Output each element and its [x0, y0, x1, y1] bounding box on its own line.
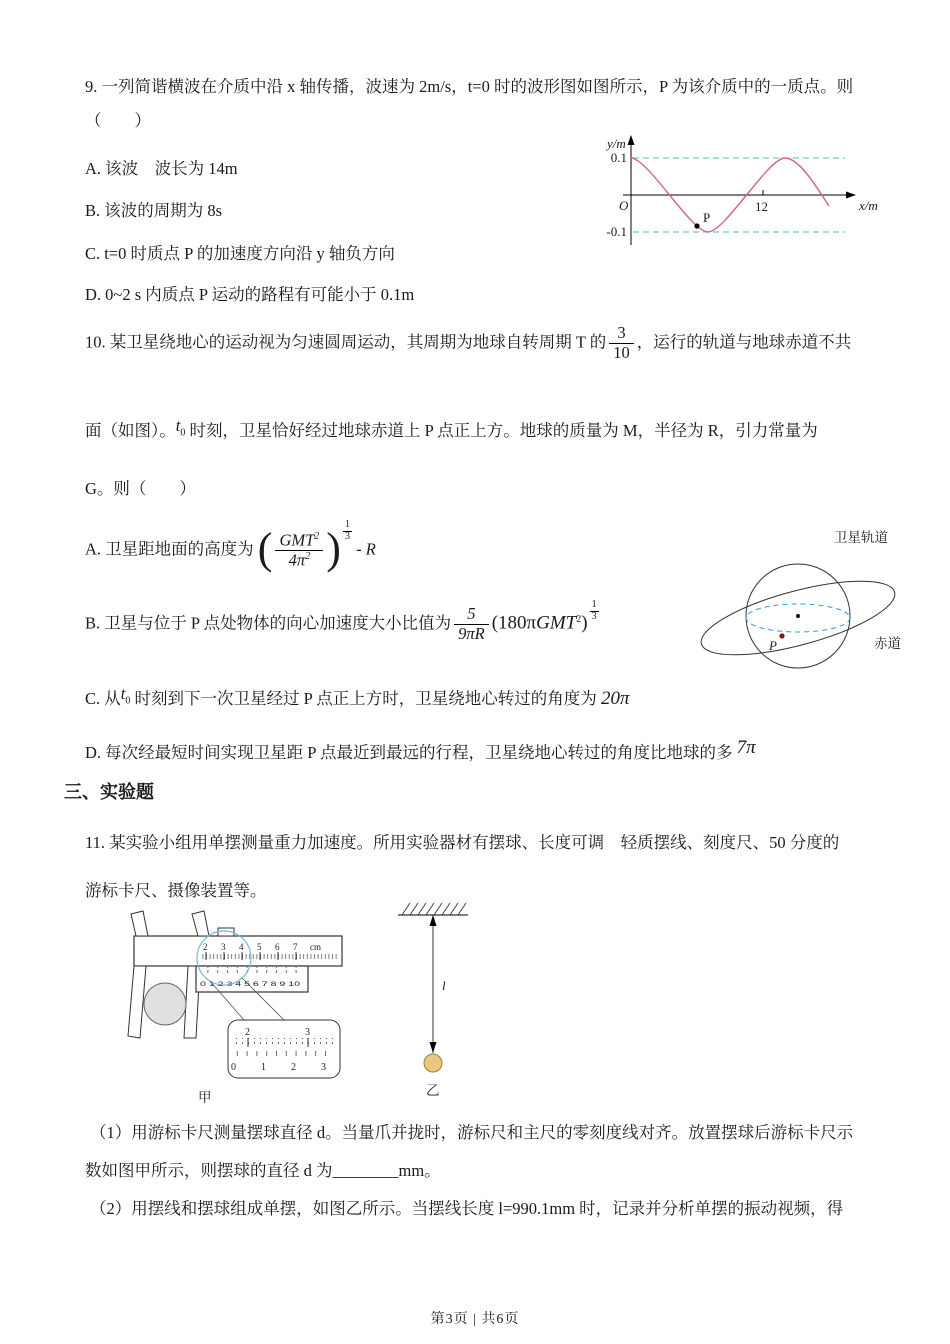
q9-option-d: D. 0~2 s 内质点 P 运动的路程有可能小于 0.1m: [85, 285, 415, 304]
q9-option-a: A. 该波 波长为 14m: [85, 159, 238, 178]
inset-main-ticks: [232, 1038, 334, 1044]
inset-vernier-num-1: 1: [261, 1062, 266, 1073]
q10-option-c-value: 20π: [600, 688, 630, 709]
vernier-scale-numbers: 0 1 2 3 4 5 6 7 8 9 10: [200, 981, 301, 988]
inset-vernier-num-0: 0: [231, 1062, 236, 1073]
q10-option-b: [85, 600, 599, 644]
wave-graph-figure: [583, 133, 893, 256]
t0-symbol-c: $t_0$: [120, 684, 131, 707]
q10-option-b-text: B. 卫星与位于 P 点处物体的向心加速度大小比值为: [85, 613, 452, 633]
vernier-caliper-diagram: [80, 898, 352, 1110]
inset-vernier-num-2: 2: [291, 1062, 296, 1073]
ceiling-hatching: [402, 903, 466, 915]
point-p-label: P: [769, 638, 777, 653]
y-axis-label: y/m: [607, 136, 626, 151]
y-axis-arrow: [628, 135, 635, 145]
t0-symbol: $t_0$: [175, 416, 186, 439]
q10-option-c-pre: C. 从: [85, 689, 121, 708]
main-scale-num-5: 5: [257, 942, 262, 952]
y-tick-top-label: 0.1: [610, 150, 627, 165]
main-scale-num-6: 6: [275, 942, 280, 952]
page-footer: 第3页 | 共6页: [430, 1312, 520, 1327]
q10-option-a-suffix: - R: [356, 539, 376, 559]
y-tick-bottom-label: -0.1: [606, 224, 627, 239]
expr-180pi: (180π: [491, 612, 537, 634]
satellite-orbit-figure: [698, 528, 910, 703]
q10-option-a-text: A. 卫星距地面的高度为: [85, 539, 254, 559]
q10-stem-line1: [85, 324, 851, 363]
q11-part1-line1: （1）用游标卡尺测量摆球直径 d。当量爪并拢时，游标尺和主尺的零刻度线对齐。放置摆球后游标卡尺示: [90, 1123, 854, 1142]
q11-part1-line2: 数如图甲所示，则摆球的直径 d 为________mm。: [85, 1161, 441, 1180]
q10-option-a: [85, 520, 376, 571]
length-label: l: [442, 978, 446, 993]
q10-option-d: [85, 737, 756, 766]
section-title: 三、实验题: [64, 782, 154, 802]
exponent-one-third-b: $\frac{1}{3}$: [591, 599, 597, 622]
q9-option-c: C. t=0 时质点 P 的加速度方向沿 y 轴负方向: [85, 244, 395, 263]
point-p-dot: [694, 223, 699, 228]
q10-stem-line3: G。则（ ）: [85, 479, 196, 498]
q10-option-c: [85, 686, 629, 713]
figure-yi-label: 乙: [426, 1083, 440, 1098]
pendulum-figure: [390, 895, 476, 1106]
fraction-5-9piR: $\frac{5}{9\pi R}$: [454, 605, 489, 644]
main-scale-unit: cm: [310, 942, 321, 952]
q11-part2: （2）用摆线和摆球组成单摆，如图乙所示。当摆线长度 l=990.1mm 时，记录并分析单摆的振动视频，得: [90, 1199, 844, 1218]
point-p-label: P: [703, 210, 711, 225]
fraction-3-10: $\frac{3}{10}$: [609, 324, 634, 363]
earth-center-dot: [796, 614, 800, 618]
main-scale-num-4: 4: [239, 942, 244, 952]
expr-close-paren: ): [581, 612, 588, 634]
orbit-ellipse: [698, 566, 902, 670]
open-paren: (: [257, 523, 273, 573]
wave-graph: [583, 133, 893, 251]
main-scale-num-7: 7: [293, 942, 298, 952]
q11-stem-line2: 游标卡尺、摄像装置等。: [85, 881, 267, 900]
main-scale-num-3: 3: [221, 942, 226, 952]
arrow-up: [430, 915, 437, 926]
q10-stem-line2: [85, 416, 818, 445]
figure-jia-label: 甲: [198, 1090, 212, 1105]
x-axis-arrow: [846, 192, 856, 199]
q10-stem-line2-post: 时刻，卫星恰好经过地球赤道上 P 点正上方。地球的质量为 M，半径为 R，引力常量为: [185, 421, 818, 440]
movable-upper-jaw: [192, 911, 209, 936]
equator-label: 赤道: [874, 636, 901, 651]
x-tick-12-label: 12: [755, 199, 768, 214]
satellite-orbit-diagram: [698, 528, 910, 698]
q10-option-c-mid: 时刻到下一次卫星经过 P 点正上方时，卫星绕地心转过的角度为: [130, 689, 597, 708]
q10-option-d-value: 7π: [736, 737, 756, 758]
inset-vernier-ticks: [234, 1051, 334, 1057]
pendulum-ball: [424, 1054, 442, 1072]
q11-stem-line1: 11. 某实验小组用单摆测量重力加速度。所用实验器材有摆球、长度可调 轻质摆线、刻度尺、50 分度的: [85, 833, 840, 852]
fraction-gmt2-4pi2: $\frac{GMT^2}{4\pi^2}$: [275, 531, 323, 571]
point-p-dot: [779, 633, 784, 638]
orbit-label: 卫星轨道: [834, 530, 888, 545]
origin-label: O: [619, 198, 629, 213]
x-axis-label: x/m: [859, 198, 878, 213]
fixed-upper-jaw: [131, 911, 148, 936]
arrow-down: [430, 1042, 437, 1053]
caliper-figure: [80, 898, 352, 1115]
fixed-lower-jaw: [128, 966, 146, 1038]
expr-gmt: GMT: [536, 612, 577, 634]
close-paren: ): [326, 523, 341, 573]
inset-main-num-2: 2: [245, 1027, 250, 1038]
pendulum-diagram: [390, 895, 476, 1101]
exponent-one-third: $\frac{1}{3}$: [344, 519, 350, 542]
expr-gmt-sup: 2: [576, 614, 582, 625]
q9-option-b: B. 该波的周期为 8s: [85, 201, 223, 220]
main-scale-ticks: [200, 954, 338, 960]
q10-stem-line1-post: ，运行的轨道与地球赤道不共: [636, 332, 852, 352]
q9-stem-line2: （ ）: [85, 111, 151, 130]
inset-main-num-3: 3: [305, 1027, 310, 1038]
pendulum-ball-measured: [144, 983, 186, 1025]
q10-stem-line1-pre: 10. 某卫星绕地心的运动视为匀速圆周运动，其周期为地球自转周期 T 的: [85, 332, 607, 352]
inset-vernier-num-3: 3: [321, 1062, 326, 1073]
q10-stem-line2-pre: 面（如图）。: [85, 421, 176, 440]
main-scale-num-2: 2: [203, 942, 208, 952]
q9-stem-line1: 9. 一列简谐横波在介质中沿 x 轴传播，波速为 2m/s，t=0 时的波形图如图所示，P 为该介质中的一质点。则: [85, 77, 854, 96]
q10-option-d-text: D. 每次经最短时间实现卫星距 P 点最近到最远的行程，卫星绕地心转过的角度比地球的多: [85, 743, 733, 762]
